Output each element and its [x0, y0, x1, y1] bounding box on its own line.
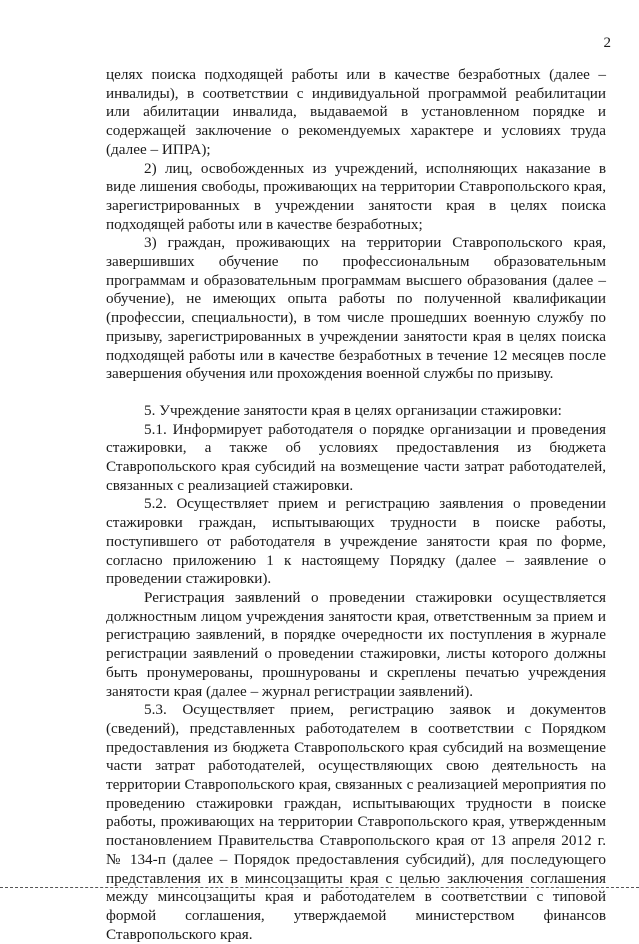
- document-body: [106, 66, 606, 944]
- paragraph-5-3: 5.3. Осуществляет прием, регистрацию заявок и документов (сведений), представленных работодателем в соответствии с Порядком предоставления из бюджета Ставропольского края субсидий на возмещение части затрат работодателей, осуществляющих свою деятельность на территории Ставропольского края, связанных с реализацией мероприятия по проведению стажировки граждан, испытывающих трудности в поиске работы, проживающих на территории Ставропольского края, утвержденным постановлением Правительства Ставропольского края от 13 апреля 2012 г. № 134-п (далее – Порядок предоставления субсидий), для последующего представления их в минсоцзащиты края с целью заключения соглашения между минсоцзащиты края и работодателем в соответствии с типовой формой соглашения, утверждаемой министерством финансов Ставропольского края.: [106, 701, 606, 943]
- paragraph-item-3: 3) граждан, проживающих на территории Ставропольского края, завершивших обучение по профессиональным образовательным программам и образовательным программам высшего образования (далее – обучение), не имеющих опыта работы по полученной квалификации (профессии, специальности), в том числе прошедших военную службу по призыву, зарегистрированных в учреждении занятости края в целях поиска подходящей работы или в качестве безработных в течение 12 месяцев после завершения обучения или прохождения военной службы по призыву.: [106, 234, 606, 383]
- paragraph-continuation: целях поиска подходящей работы или в качестве безработных (далее – инвалиды), в соответствии с индивидуальной программой реабилитации или абилитации инвалида, выдаваемой в установленном порядке и содержащей заключение о рекомендуемых характере и условиях труда (далее – ИПРА);: [106, 66, 606, 158]
- paragraph-5-2: 5.2. Осуществляет прием и регистрацию заявления о проведении стажировки граждан, испытывающих трудности в поиске работы, поступившего от работодателя в учреждение занятости края по форме, согласно приложению 1 к настоящему Порядку (далее – заявление о проведении стажировки).: [106, 495, 606, 588]
- paragraph-5-1: 5.1. Информирует работодателя о порядке организации и проведения стажировки, а также об условиях предоставления из бюджета Ставропольского края субсидий на возмещение части затрат работодателей, связанных с реализацией стажировки.: [106, 420, 606, 494]
- paragraph-item-2: 2) лиц, освобожденных из учреждений, исполняющих наказание в виде лишения свободы, проживающих на территории Ставропольского края, зарегистрированных в учреждении занятости края в целях поиска подходящей работы или в качестве безработных;: [106, 159, 606, 233]
- paragraph-registration: Регистрация заявлений о проведении стажировки осуществляется должностным лицом учреждения занятости края, ответственным за прием и регистрацию заявлений, в порядке очередности их поступления в журнале регистрации заявлений о проведении стажировки, листы которого должны быть пронумерованы, прошнурованы и скреплены печатью учреждения занятости края (далее – журнал регистрации заявлений).: [106, 588, 606, 700]
- bottom-scan-edge: [0, 887, 639, 888]
- page-number: 2: [603, 35, 611, 51]
- paragraph-section-5: 5. Учреждение занятости края в целях организации стажировки:: [144, 401, 562, 419]
